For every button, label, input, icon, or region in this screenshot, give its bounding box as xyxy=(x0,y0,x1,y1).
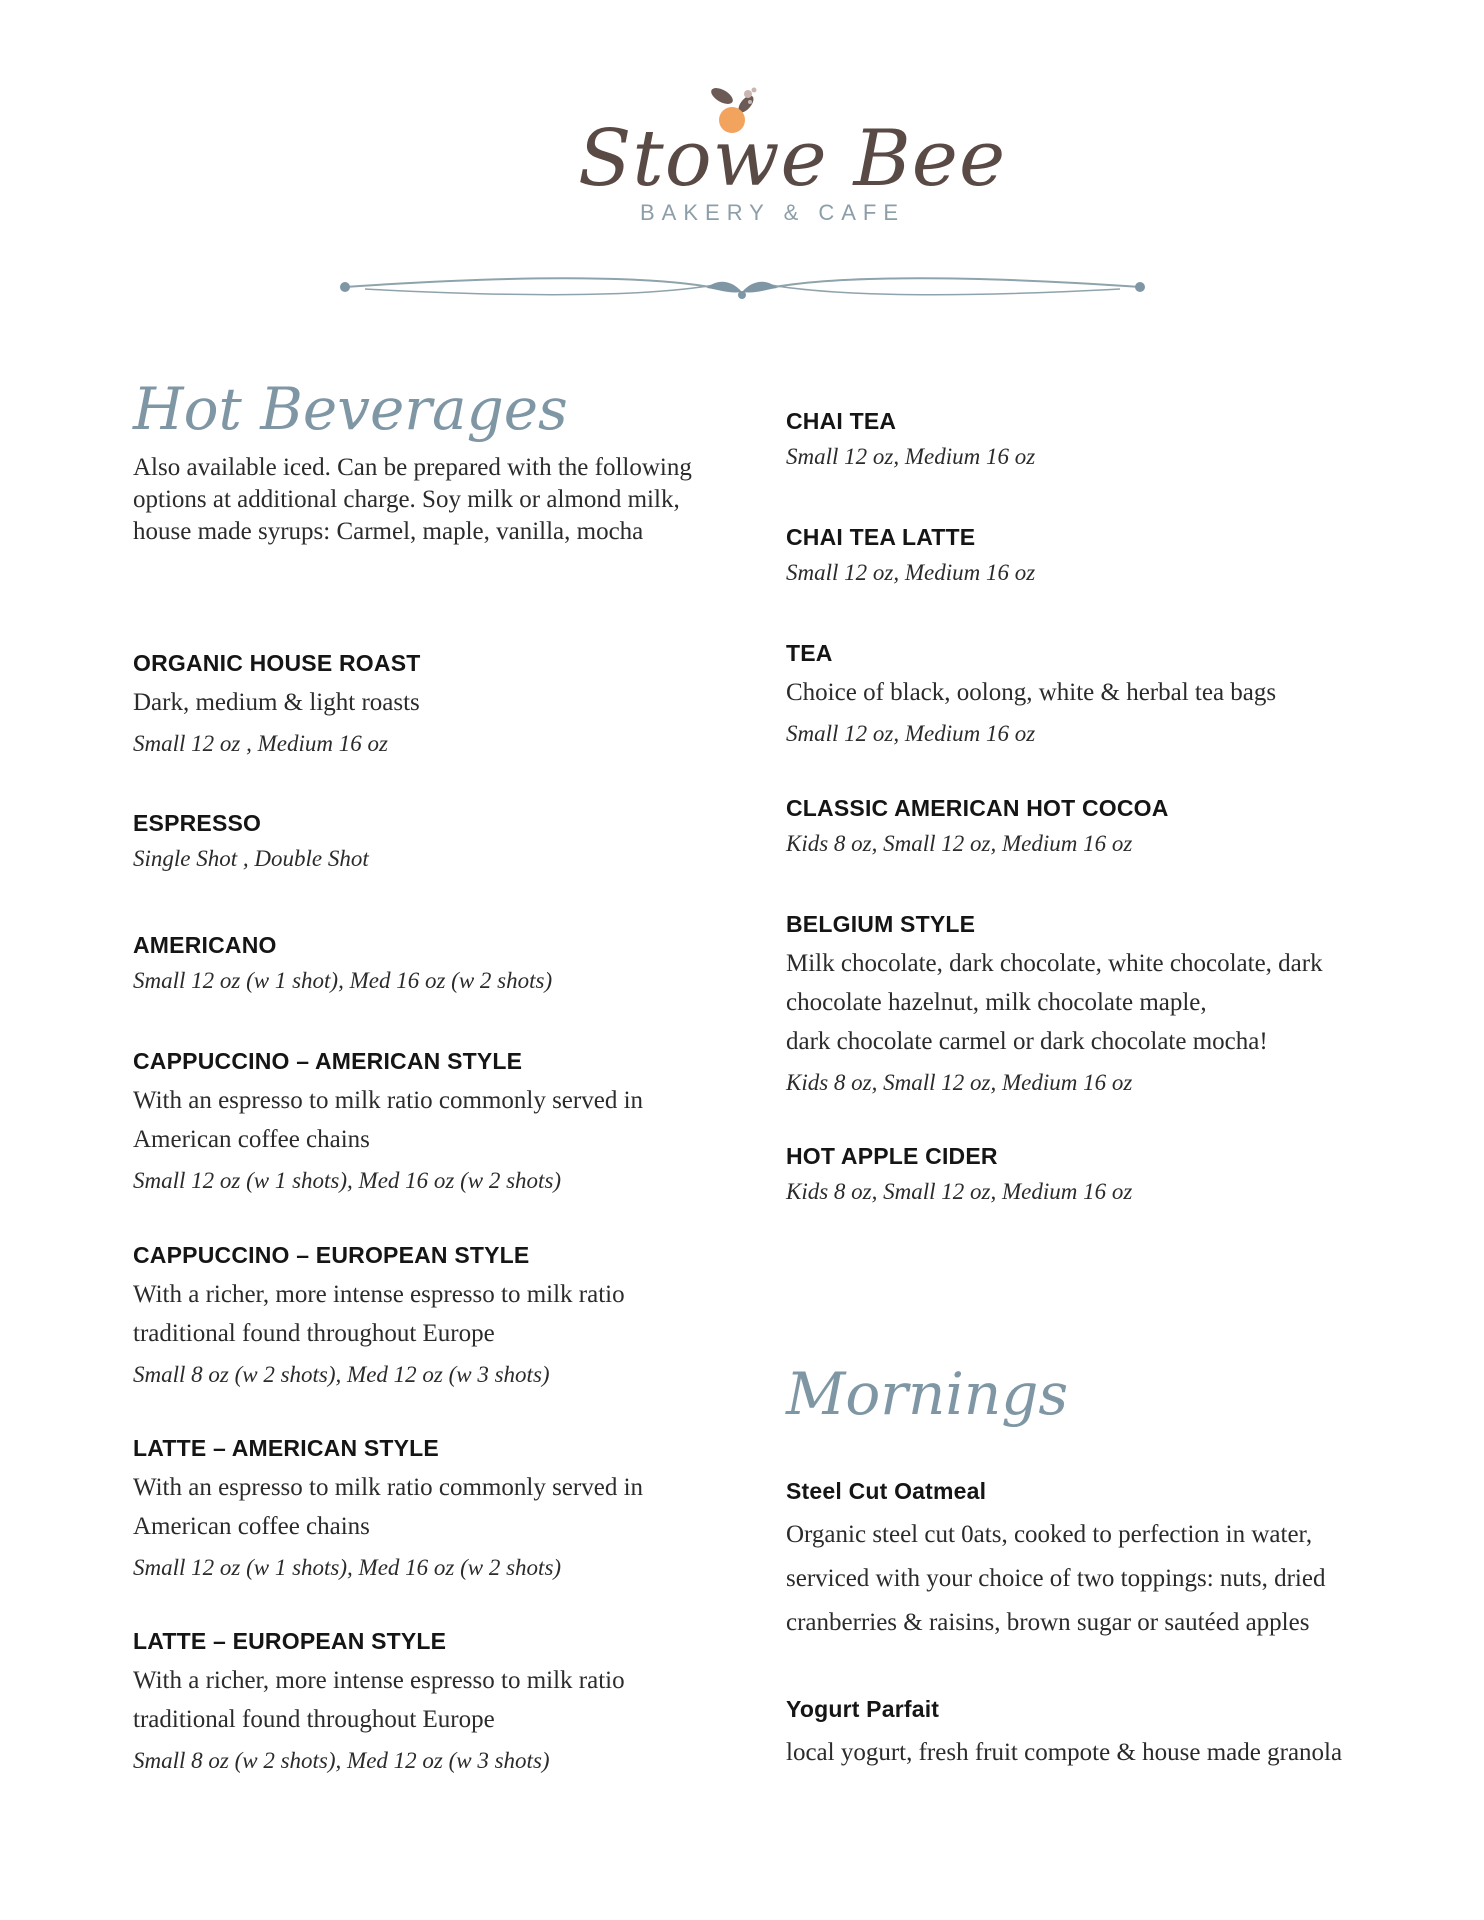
item-name: CLASSIC AMERICAN HOT COCOA xyxy=(786,795,1169,821)
menu-item xyxy=(133,810,753,878)
item-sizes: Small 12 oz (w 1 shots), Med 16 oz (w 2 shots) xyxy=(133,1168,562,1193)
item-sizes: Kids 8 oz, Small 12 oz, Medium 16 oz xyxy=(786,831,1133,856)
item-description: With a richer, more intense espresso to milk ratio traditional found throughout Europe xyxy=(133,1281,625,1347)
item-name: LATTE – EUROPEAN STYLE xyxy=(133,1628,447,1654)
item-description: Organic steel cut 0ats, cooked to perfection in water, serviced with your choice of two toppings: nuts, dried cranberries & raisins, brown sugar or sautéed apples xyxy=(786,1521,1326,1636)
item-description: With an espresso to milk ratio commonly served in American coffee chains xyxy=(133,1474,644,1540)
item-sizes: Kids 8 oz, Small 12 oz, Medium 16 oz xyxy=(786,1070,1133,1095)
hot-beverages-intro: Also available iced. Can be prepared with the following options at additional charge. Soy milk or almond milk, house made syrups: Carmel, maple, vanilla, mocha xyxy=(133,454,692,545)
item-name: Steel Cut Oatmeal xyxy=(786,1478,987,1504)
item-name: CAPPUCCINO – AMERICAN STYLE xyxy=(133,1048,523,1074)
mornings-section xyxy=(786,1360,1406,1428)
menu-item xyxy=(786,1143,1406,1211)
logo xyxy=(578,88,1007,238)
hot-beverages-title: Hot Beverages xyxy=(133,375,568,443)
header xyxy=(0,0,1484,320)
item-description: Choice of black, oolong, white & herbal tea bags xyxy=(786,679,1277,706)
item-sizes: Small 12 oz (w 1 shots), Med 16 oz (w 2 shots) xyxy=(133,1555,562,1580)
item-description: local yogurt, fresh fruit compote & house made granola xyxy=(786,1739,1343,1766)
item-name: CHAI TEA xyxy=(786,408,897,434)
item-sizes: Small 8 oz (w 2 shots), Med 12 oz (w 3 shots) xyxy=(133,1362,550,1387)
item-name: HOT APPLE CIDER xyxy=(786,1143,998,1169)
item-description: Milk chocolate, dark chocolate, white chocolate, dark chocolate hazelnut, milk chocolate maple, dark chocolate carmel or dark chocolate mocha! xyxy=(786,950,1323,1055)
item-name: LATTE – AMERICAN STYLE xyxy=(133,1435,439,1461)
item-sizes: Small 12 oz, Medium 16 oz xyxy=(786,560,1036,585)
item-sizes: Small 8 oz (w 2 shots), Med 12 oz (w 3 shots) xyxy=(133,1748,550,1773)
item-name: BELGIUM STYLE xyxy=(786,911,976,937)
menu-item xyxy=(786,524,1406,592)
menu-item xyxy=(133,1242,753,1394)
item-sizes: Small 12 oz, Medium 16 oz xyxy=(786,444,1036,469)
mornings-title: Mornings xyxy=(786,1360,1069,1428)
item-name: ORGANIC HOUSE ROAST xyxy=(133,650,421,676)
item-sizes: Single Shot , Double Shot xyxy=(133,846,369,871)
item-name: TEA xyxy=(786,640,833,666)
item-description: With a richer, more intense espresso to milk ratio traditional found throughout Europe xyxy=(133,1667,625,1733)
menu-item xyxy=(786,408,1406,476)
menu-item xyxy=(786,640,1406,753)
item-name: CHAI TEA LATTE xyxy=(786,524,976,550)
item-name: CAPPUCCINO – EUROPEAN STYLE xyxy=(133,1242,530,1268)
menu-item xyxy=(786,1478,1406,1645)
brand-name: Stowe Bee xyxy=(578,114,1007,204)
item-sizes: Small 12 oz , Medium 16 oz xyxy=(133,731,388,756)
menu-item xyxy=(786,911,1406,1102)
ornamental-divider xyxy=(335,270,1150,304)
menu-item xyxy=(786,795,1406,863)
item-sizes: Small 12 oz, Medium 16 oz xyxy=(786,721,1036,746)
menu-item xyxy=(133,1435,753,1587)
menu-item xyxy=(133,650,753,763)
menu-item xyxy=(133,1628,753,1780)
item-description: With an espresso to milk ratio commonly served in American coffee chains xyxy=(133,1087,644,1153)
menu-item xyxy=(786,1696,1406,1775)
item-name: Yogurt Parfait xyxy=(786,1696,940,1722)
item-sizes: Kids 8 oz, Small 12 oz, Medium 16 oz xyxy=(786,1179,1133,1204)
item-sizes: Small 12 oz (w 1 shot), Med 16 oz (w 2 shots) xyxy=(133,968,553,993)
menu-item xyxy=(133,1048,753,1200)
item-name: ESPRESSO xyxy=(133,810,262,836)
menu-item xyxy=(133,932,753,1000)
brand-subtitle: BAKERY & CAFE xyxy=(640,200,906,225)
hot-beverages-column xyxy=(133,375,753,1773)
item-description: Dark, medium & light roasts xyxy=(133,689,420,716)
item-name: AMERICANO xyxy=(133,932,277,958)
